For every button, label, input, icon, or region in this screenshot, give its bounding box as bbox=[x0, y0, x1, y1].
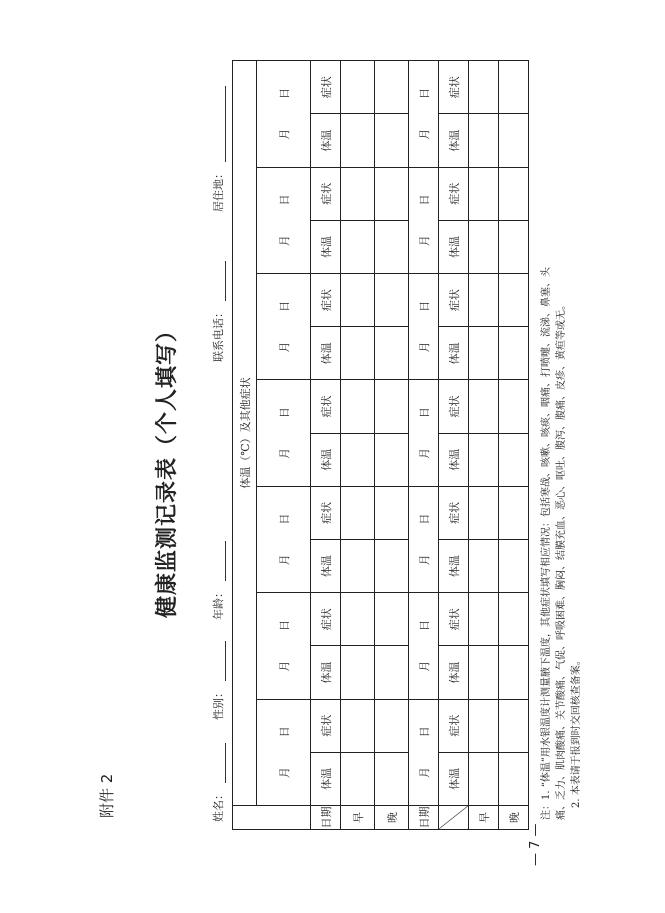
month-char: 月 bbox=[417, 660, 431, 672]
entry-cell[interactable] bbox=[341, 752, 375, 805]
symptom-header: 症状 bbox=[439, 593, 469, 646]
day-char: 日 bbox=[417, 300, 431, 312]
symptom-header: 症状 bbox=[311, 61, 341, 114]
day-char: 日 bbox=[277, 194, 291, 206]
gender-label: 性别： bbox=[212, 687, 225, 720]
entry-cell[interactable] bbox=[499, 114, 529, 167]
entry-cell[interactable] bbox=[375, 646, 409, 699]
entry-cell[interactable] bbox=[341, 114, 375, 167]
temp-header: 体温 bbox=[439, 114, 469, 167]
entry-cell[interactable] bbox=[469, 167, 499, 220]
date-label: 日期 bbox=[311, 805, 341, 829]
temp-header: 体温 bbox=[439, 646, 469, 699]
group-header: 体温（℃）及其他症状 bbox=[233, 61, 257, 806]
entry-cell[interactable] bbox=[469, 220, 499, 273]
entry-cell[interactable] bbox=[375, 380, 409, 433]
entry-cell[interactable] bbox=[469, 752, 499, 805]
entry-cell[interactable] bbox=[375, 274, 409, 327]
month-char: 月 bbox=[277, 235, 291, 247]
month-char: 月 bbox=[277, 767, 291, 779]
month-char: 月 bbox=[277, 128, 291, 140]
page-title: 健康监测记录表（个人填写） bbox=[154, 318, 180, 618]
month-char: 月 bbox=[277, 341, 291, 353]
age-blank[interactable] bbox=[225, 541, 226, 581]
symptom-header: 症状 bbox=[439, 699, 469, 752]
note-line-2: 痛、乏力、肌肉酸痛、关节酸痛、气促、呼吸困难、胸闷、结膜充血、恶心、呕吐、腹泻、腹痛、皮疹、黄疸等或无。 bbox=[556, 300, 567, 820]
entry-cell[interactable] bbox=[499, 486, 529, 539]
entry-cell[interactable] bbox=[469, 646, 499, 699]
entry-cell[interactable] bbox=[469, 433, 499, 486]
note-line-3: 2. 本表请于报到时交回核查备案。 bbox=[571, 655, 582, 808]
day-char: 日 bbox=[277, 300, 291, 312]
symptom-header: 症状 bbox=[311, 486, 341, 539]
temp-header: 体温 bbox=[439, 220, 469, 273]
entry-cell[interactable] bbox=[499, 539, 529, 592]
entry-cell[interactable] bbox=[341, 167, 375, 220]
entry-cell[interactable] bbox=[341, 486, 375, 539]
health-monitor-table bbox=[232, 60, 528, 830]
symptom-header: 症状 bbox=[439, 486, 469, 539]
symptom-header: 症状 bbox=[439, 380, 469, 433]
entry-cell[interactable] bbox=[469, 539, 499, 592]
note-line-1: 注：1. “体温”用水银温度计测量腋下温度，其他症状填写相应情况：包括寒战、咳嗽、咳痰、咽痛、打喷嚏、流涕、鼻塞、头 bbox=[541, 267, 552, 820]
entry-cell[interactable] bbox=[341, 433, 375, 486]
entry-cell[interactable] bbox=[341, 274, 375, 327]
name-label: 姓名： bbox=[212, 789, 225, 822]
entry-cell[interactable] bbox=[469, 486, 499, 539]
symptom-header: 症状 bbox=[439, 61, 469, 114]
temp-header: 体温 bbox=[311, 646, 341, 699]
entry-cell[interactable] bbox=[375, 593, 409, 646]
entry-cell[interactable] bbox=[375, 486, 409, 539]
entry-cell[interactable] bbox=[341, 646, 375, 699]
temp-header: 体温 bbox=[311, 433, 341, 486]
entry-cell[interactable] bbox=[469, 699, 499, 752]
temp-header: 体温 bbox=[439, 539, 469, 592]
entry-cell[interactable] bbox=[375, 752, 409, 805]
day-char: 日 bbox=[277, 726, 291, 738]
temp-header: 体温 bbox=[439, 433, 469, 486]
address-label: 居住地： bbox=[212, 168, 225, 212]
entry-cell[interactable] bbox=[341, 220, 375, 273]
address-field[interactable] bbox=[210, 86, 226, 212]
entry-cell[interactable] bbox=[341, 593, 375, 646]
entry-cell[interactable] bbox=[375, 699, 409, 752]
symptom-header: 症状 bbox=[311, 593, 341, 646]
day-char: 日 bbox=[417, 87, 431, 99]
age-label: 年龄： bbox=[212, 587, 225, 620]
temp-header: 体温 bbox=[439, 752, 469, 805]
phone-field[interactable] bbox=[210, 261, 226, 362]
month-char: 月 bbox=[417, 554, 431, 566]
day-char: 日 bbox=[417, 513, 431, 525]
symptom-header: 症状 bbox=[311, 380, 341, 433]
address-blank[interactable] bbox=[225, 86, 226, 162]
entry-cell[interactable] bbox=[375, 61, 409, 114]
name-field[interactable] bbox=[210, 743, 226, 822]
month-char: 月 bbox=[417, 128, 431, 140]
month-char: 月 bbox=[417, 341, 431, 353]
day-char: 日 bbox=[417, 407, 431, 419]
entry-cell[interactable] bbox=[375, 167, 409, 220]
temp-header: 体温 bbox=[311, 752, 341, 805]
temp-header: 体温 bbox=[439, 327, 469, 380]
entry-cell[interactable] bbox=[499, 646, 529, 699]
entry-cell[interactable] bbox=[499, 752, 529, 805]
entry-cell[interactable] bbox=[499, 220, 529, 273]
day-char: 日 bbox=[277, 620, 291, 632]
entry-cell[interactable] bbox=[341, 61, 375, 114]
symptom-header: 症状 bbox=[311, 699, 341, 752]
entry-cell[interactable] bbox=[499, 167, 529, 220]
entry-cell[interactable] bbox=[341, 539, 375, 592]
entry-cell[interactable] bbox=[341, 327, 375, 380]
entry-cell[interactable] bbox=[469, 380, 499, 433]
entry-cell[interactable] bbox=[499, 593, 529, 646]
page-number: — 7 — bbox=[528, 823, 543, 866]
temp-header: 体温 bbox=[311, 220, 341, 273]
day-char: 日 bbox=[417, 620, 431, 632]
age-field[interactable] bbox=[210, 541, 226, 620]
entry-cell[interactable] bbox=[499, 699, 529, 752]
day-char: 日 bbox=[277, 407, 291, 419]
entry-cell[interactable] bbox=[499, 433, 529, 486]
name-blank[interactable] bbox=[225, 743, 226, 783]
phone-blank[interactable] bbox=[225, 261, 226, 301]
entry-cell[interactable] bbox=[375, 220, 409, 273]
gender-blank[interactable] bbox=[225, 641, 226, 681]
entry-cell[interactable] bbox=[375, 433, 409, 486]
symptom-header: 症状 bbox=[311, 167, 341, 220]
month-char: 月 bbox=[277, 447, 291, 459]
morning-label: 早 bbox=[341, 805, 375, 829]
symptom-header: 症状 bbox=[311, 274, 341, 327]
month-char: 月 bbox=[417, 767, 431, 779]
phone-label: 联系电话： bbox=[212, 307, 225, 362]
entry-cell[interactable] bbox=[341, 380, 375, 433]
date-label: 日期 bbox=[409, 805, 439, 829]
day-char: 日 bbox=[277, 513, 291, 525]
entry-cell[interactable] bbox=[375, 114, 409, 167]
entry-cell[interactable] bbox=[341, 699, 375, 752]
day-char: 日 bbox=[277, 87, 291, 99]
diagonal-cell bbox=[439, 805, 469, 829]
symptom-header: 症状 bbox=[439, 167, 469, 220]
entry-cell[interactable] bbox=[469, 274, 499, 327]
temp-header: 体温 bbox=[311, 327, 341, 380]
morning-label: 早 bbox=[469, 805, 499, 829]
day-char: 日 bbox=[417, 194, 431, 206]
entry-cell[interactable] bbox=[469, 593, 499, 646]
evening-label: 晚 bbox=[499, 805, 529, 829]
entry-cell[interactable] bbox=[469, 327, 499, 380]
symptom-header: 症状 bbox=[439, 274, 469, 327]
attachment-label: 附件 2 bbox=[98, 773, 116, 818]
entry-cell[interactable] bbox=[469, 61, 499, 114]
temp-header: 体温 bbox=[311, 114, 341, 167]
entry-cell[interactable] bbox=[469, 114, 499, 167]
entry-cell[interactable] bbox=[499, 61, 529, 114]
month-char: 月 bbox=[277, 554, 291, 566]
entry-cell[interactable] bbox=[499, 327, 529, 380]
month-char: 月 bbox=[417, 235, 431, 247]
entry-cell[interactable] bbox=[499, 380, 529, 433]
day-char: 日 bbox=[417, 726, 431, 738]
gender-field[interactable] bbox=[210, 641, 226, 720]
entry-cell[interactable] bbox=[375, 327, 409, 380]
evening-label: 晚 bbox=[375, 805, 409, 829]
month-char: 月 bbox=[277, 660, 291, 672]
header-corner-blank bbox=[233, 805, 311, 829]
month-char: 月 bbox=[417, 447, 431, 459]
temp-header: 体温 bbox=[311, 539, 341, 592]
entry-cell[interactable] bbox=[499, 274, 529, 327]
entry-cell[interactable] bbox=[375, 539, 409, 592]
